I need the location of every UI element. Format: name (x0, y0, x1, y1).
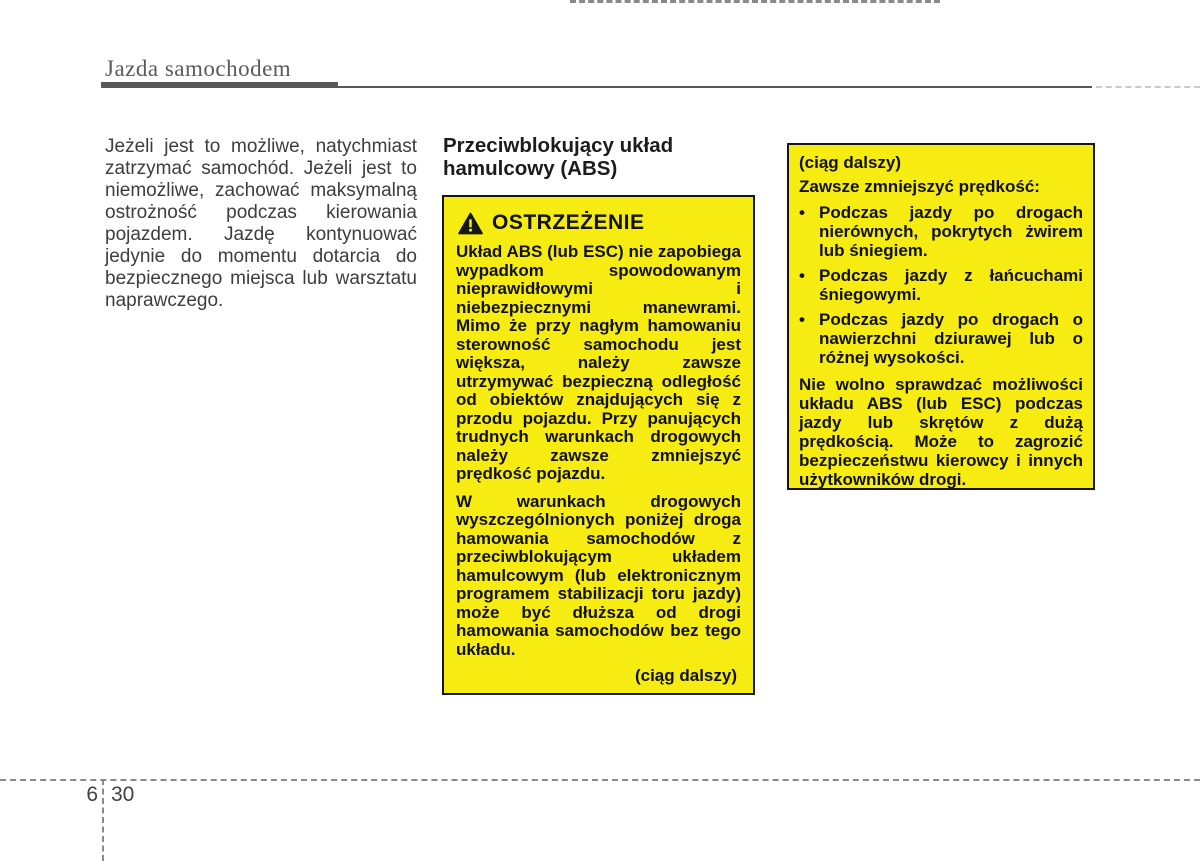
list-item (799, 310, 1083, 367)
bullet-icon: • (799, 310, 805, 329)
header-rule-thin (338, 86, 1092, 88)
list-item (799, 266, 1083, 304)
warning-box (442, 195, 755, 695)
continuation-intro: Zawsze zmniejszyć prędkość: (799, 177, 1040, 196)
continuation-note: (ciąg dalszy) (634, 666, 737, 685)
crop-mark-top (570, 0, 940, 3)
bullet-icon: • (799, 266, 805, 285)
warning-paragraph-2: W warunkach drogowych wyszczególnionych poniżej droga hamowania samochodów z przeciwblokującym układem hamulcowym (lub elektronicznym programem stabilizacji toru jazdy) może być dłuższa od drogi hamowania samochodów bez tego układu. (456, 491, 741, 659)
list-item (799, 203, 1083, 260)
footer-divider-dashed (0, 779, 1200, 781)
chapter-title: Jazda samochodem (105, 56, 292, 81)
intro-paragraph: Jeżeli jest to możliwe, natychmiast zatrzymać samochód. Jeżeli jest to niemożliwe, zachować maksymalną ostrożność podczas kierowania pojazdem. Jazdę kontynuować jedynie do momentu dotarcia do bezpiecznego miejsca lub warsztatu naprawczego. (105, 136, 417, 311)
warning-paragraph-1: Układ ABS (lub ESC) nie zapobiega wypadkom spowodowanym nieprawidłowymi i niebezpiecznymi manewrami. Mimo że przy nagłym hamowaniu sterowność samochodu jest większa, należy zawsze utrzymywać bezpieczną odległość od obiektów znajdujących się z przodu pojazdu. Przy panujących trudnych warunkach drogowych należy zawsze zmniejszyć prędkość pojazdu. (456, 242, 741, 483)
continued-label: (ciąg dalszy) (799, 153, 902, 172)
bullet-icon: • (799, 203, 805, 222)
warning-continuation-box (787, 143, 1095, 490)
warning-box-header (458, 211, 741, 235)
page-number-page: 30 (111, 783, 135, 806)
continuation-outro: Nie wolno sprawdzać możliwości układu ABS (lub ESC) podczas jazdy lub skrętów z dużą prędkością. Może to zagrozić bezpieczeństwu kierowcy i innych użytkowników drogi. (799, 375, 1083, 489)
header-rule-thick (101, 82, 338, 88)
bullet-text-3: Podczas jazdy po drogach o nawierzchni dziurawej lub o różnej wysokości. (819, 310, 1083, 367)
footer-crop-mark-vertical (102, 779, 104, 861)
section-heading-abs: Przeciwblokujący układ hamulcowy (ABS) (443, 134, 674, 180)
warning-triangle-icon (458, 212, 483, 235)
bullet-text-2: Podczas jazdy z łańcuchami śniegowymi. (819, 266, 1083, 304)
warning-title: OSTRZEŻENIE (492, 211, 645, 234)
header-rule-dashed-extension (1096, 86, 1200, 88)
bullet-text-1: Podczas jazdy po drogach nierównych, pokrytych żwirem lub śniegiem. (819, 203, 1083, 260)
page-number-chapter: 6 (86, 783, 98, 806)
